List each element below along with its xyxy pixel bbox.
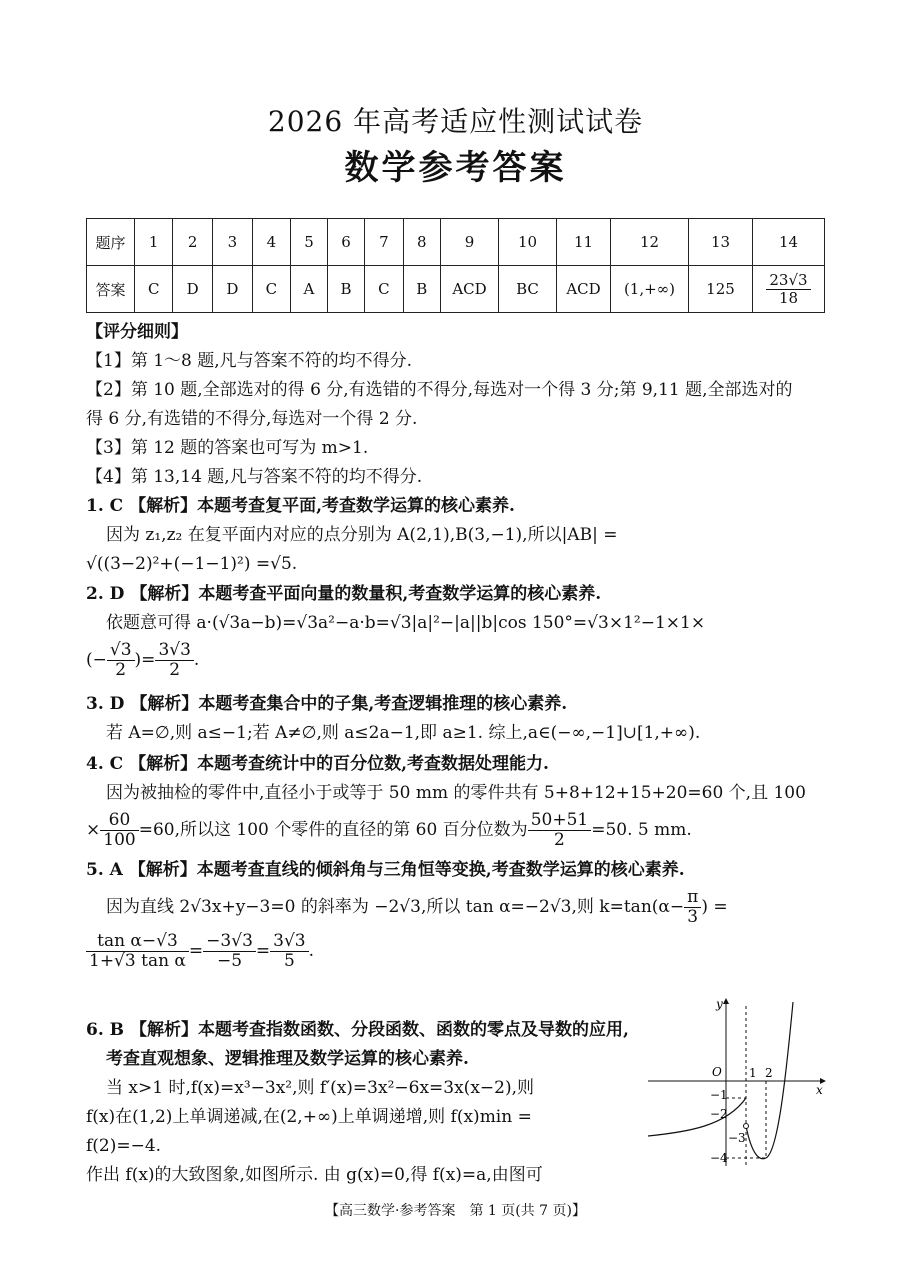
table-cell: B bbox=[327, 266, 364, 313]
fraction-numerator: π bbox=[684, 888, 701, 908]
table-cell: ACD bbox=[441, 266, 499, 313]
function-graph bbox=[648, 996, 828, 1166]
table-row-answers bbox=[87, 266, 825, 313]
q6-line-4: 作出 f(x)的大致图象,如图所示. 由 g(x)=0,得 f(x)=a,由图可 bbox=[86, 1165, 543, 1185]
open-point bbox=[744, 1124, 749, 1129]
answer-table bbox=[86, 218, 825, 313]
q1-head: 1. C 【解析】本题考查复平面,考查数学运算的核心素养. bbox=[86, 496, 515, 516]
q2-line-2 bbox=[86, 638, 705, 682]
fraction-denominator: 1+√3 tan α bbox=[89, 950, 186, 971]
q5-head: 5. A 【解析】本题考查直线的倾斜角与三角恒等变换,考查数学运算的核心素养. bbox=[86, 860, 685, 880]
table-cell: D bbox=[213, 266, 253, 313]
table-cell: (1,+∞) bbox=[611, 266, 689, 313]
q6-head-1: 6. B 【解析】本题考查指数函数、分段函数、函数的零点及导数的应用, bbox=[86, 1020, 629, 1040]
grading-rule-4: 【4】第 13,14 题,凡与答案不符的均不得分. bbox=[86, 467, 423, 487]
fraction bbox=[203, 932, 256, 970]
y-tick-m4: −4 bbox=[710, 1151, 728, 1165]
q6-line-2: f(x)在(1,2)上单调递减,在(2,+∞)上单调递增,则 f(x)min = bbox=[86, 1107, 532, 1127]
table-cell: ACD bbox=[557, 266, 611, 313]
grading-rule-2a: 【2】第 10 题,全部选对的得 6 分,有选错的不得分,每选对一个得 3 分;第 9,11 题,全部选对的 bbox=[86, 380, 793, 400]
row-label-answer: 答案 bbox=[87, 266, 135, 313]
fraction-denominator: 2 bbox=[115, 659, 127, 680]
q6-line-3: f(2)=−4. bbox=[86, 1136, 162, 1156]
fraction-numerator: −3√3 bbox=[203, 932, 256, 952]
fraction bbox=[528, 811, 592, 849]
question-4 bbox=[86, 750, 806, 852]
question-3 bbox=[86, 690, 700, 748]
y-tick-m2: −2 bbox=[710, 1107, 728, 1121]
x-axis-label: x bbox=[816, 1083, 823, 1097]
q4-text: =50. 5 mm. bbox=[591, 819, 692, 840]
fraction bbox=[766, 272, 810, 306]
q5-text: 因为直线 2√3x+y−3=0 的斜率为 −2√3,所以 tan α=−2√3,则 k=tan(α− bbox=[106, 896, 685, 917]
fraction-numerator: 50+51 bbox=[528, 811, 592, 831]
q4-line-1: 因为被抽检的零件中,直径小于或等于 50 mm 的零件共有 5+8+12+15+20=60 个,且 100 bbox=[106, 783, 806, 803]
fraction bbox=[155, 641, 193, 679]
fraction-denominator: 100 bbox=[103, 829, 136, 850]
fraction-denominator: 5 bbox=[283, 950, 295, 971]
fraction bbox=[684, 888, 701, 926]
table-cell: 11 bbox=[557, 219, 611, 266]
grading-rule-2b: 得 6 分,有选错的不得分,每选对一个得 2 分. bbox=[86, 409, 418, 429]
fraction-numerator: tan α−√3 bbox=[86, 932, 189, 952]
table-cell: 14 bbox=[753, 219, 825, 266]
fraction bbox=[100, 811, 138, 849]
q6-line-1: 当 x>1 时,f(x)=x³−3x²,则 f′(x)=3x²−6x=3x(x−2),则 bbox=[106, 1078, 534, 1098]
q2-text: )= bbox=[134, 649, 156, 670]
q4-head: 4. C 【解析】本题考查统计中的百分位数,考查数据处理能力. bbox=[86, 754, 549, 774]
q3-line-1: 若 A=∅,则 a≤−1;若 A≠∅,则 a≤2a−1,即 a≥1. 综上,a∈(−∞,−1]∪[1,+∞). bbox=[106, 723, 701, 743]
table-cell: 125 bbox=[689, 266, 753, 313]
table-cell: 13 bbox=[689, 219, 753, 266]
grading-rule-1: 【1】第 1～8 题,凡与答案不符的均不得分. bbox=[86, 351, 413, 371]
fraction-denominator: 18 bbox=[778, 288, 799, 307]
fraction-denominator: 3 bbox=[687, 906, 699, 927]
table-cell: 10 bbox=[499, 219, 557, 266]
q2-line-1: 依题意可得 a·(√3a−b)=√3a²−a·b=√3|a|²−|a||b|cos 150°=√3×1²−1×1× bbox=[106, 613, 706, 633]
fraction-denominator: −5 bbox=[217, 950, 243, 971]
q4-text: × bbox=[86, 819, 101, 840]
table-cell: C bbox=[135, 266, 173, 313]
table-cell: A bbox=[291, 266, 328, 313]
fraction-numerator: 3√3 bbox=[155, 641, 193, 661]
table-cell: 12 bbox=[611, 219, 689, 266]
fraction-numerator: 23√3 bbox=[766, 272, 810, 290]
table-cell: B bbox=[403, 266, 440, 313]
table-row-numbers bbox=[87, 219, 825, 266]
x-tick-1: 1 bbox=[749, 1066, 757, 1080]
table-cell bbox=[753, 266, 825, 313]
q5-text: . bbox=[308, 940, 315, 961]
q5-line-1 bbox=[86, 885, 728, 929]
table-cell: 5 bbox=[291, 219, 328, 266]
q3-head: 3. D 【解析】本题考查集合中的子集,考查逻辑推理的核心素养. bbox=[86, 694, 568, 714]
fraction-numerator: 3√3 bbox=[270, 932, 308, 952]
fraction-denominator: 2 bbox=[169, 659, 181, 680]
question-1 bbox=[86, 492, 617, 579]
grading-section bbox=[86, 318, 793, 492]
fraction-numerator: √3 bbox=[107, 641, 135, 661]
fraction-denominator: 2 bbox=[554, 829, 565, 850]
page-subtitle: 数学参考答案 bbox=[344, 148, 567, 188]
table-cell: 8 bbox=[403, 219, 440, 266]
question-6 bbox=[86, 1016, 629, 1190]
q1-line-2: √((3−2)²+(−1−1)²) =√5. bbox=[86, 554, 298, 574]
q5-text: = bbox=[188, 940, 204, 961]
origin-label: O bbox=[712, 1065, 722, 1079]
y-tick-m1: −1 bbox=[710, 1088, 728, 1102]
q5-text: = bbox=[255, 940, 271, 961]
q5-text: ) = bbox=[701, 896, 728, 917]
table-cell: C bbox=[365, 266, 403, 313]
fraction bbox=[86, 932, 189, 970]
q2-text: . bbox=[193, 649, 200, 670]
curve-right bbox=[746, 1002, 793, 1159]
table-cell: C bbox=[252, 266, 290, 313]
y-tick-m3: −3 bbox=[728, 1131, 746, 1145]
q1-line-1: 因为 z₁,z₂ 在复平面内对应的点分别为 A(2,1),B(3,−1),所以|AB| = bbox=[106, 525, 618, 545]
question-2 bbox=[86, 580, 705, 682]
q2-text: (− bbox=[86, 649, 107, 670]
question-5 bbox=[86, 856, 728, 973]
table-cell: 7 bbox=[365, 219, 403, 266]
table-cell: 4 bbox=[252, 219, 290, 266]
fraction-numerator: 60 bbox=[100, 811, 138, 831]
x-tick-2: 2 bbox=[765, 1066, 773, 1080]
table-cell: 1 bbox=[135, 219, 173, 266]
table-cell: BC bbox=[499, 266, 557, 313]
table-cell: 9 bbox=[441, 219, 499, 266]
table-cell: D bbox=[173, 266, 213, 313]
q5-line-2 bbox=[86, 929, 728, 973]
row-label-number: 题序 bbox=[87, 219, 135, 266]
table-cell: 2 bbox=[173, 219, 213, 266]
q4-line-2 bbox=[86, 808, 806, 852]
page-title: 2026 年高考适应性测试试卷 bbox=[267, 105, 644, 138]
fraction bbox=[107, 641, 135, 679]
y-axis-label: y bbox=[716, 997, 723, 1011]
table-cell: 6 bbox=[327, 219, 364, 266]
q4-text: =60,所以这 100 个零件的直径的第 60 百分位数为 bbox=[138, 819, 528, 840]
q2-head: 2. D 【解析】本题考查平面向量的数量积,考查数学运算的核心素养. bbox=[86, 584, 602, 604]
grading-title: 【评分细则】 bbox=[86, 322, 188, 342]
grading-rule-3: 【3】第 12 题的答案也可写为 m>1. bbox=[86, 438, 369, 458]
fraction bbox=[270, 932, 308, 970]
table-cell: 3 bbox=[213, 219, 253, 266]
y-axis-arrow bbox=[723, 998, 729, 1004]
page-footer: 【高三数学·参考答案 第 1 页(共 7 页)】 bbox=[325, 1203, 586, 1219]
q6-head-2: 考查直观想象、逻辑推理及数学运算的核心素养. bbox=[106, 1049, 469, 1069]
